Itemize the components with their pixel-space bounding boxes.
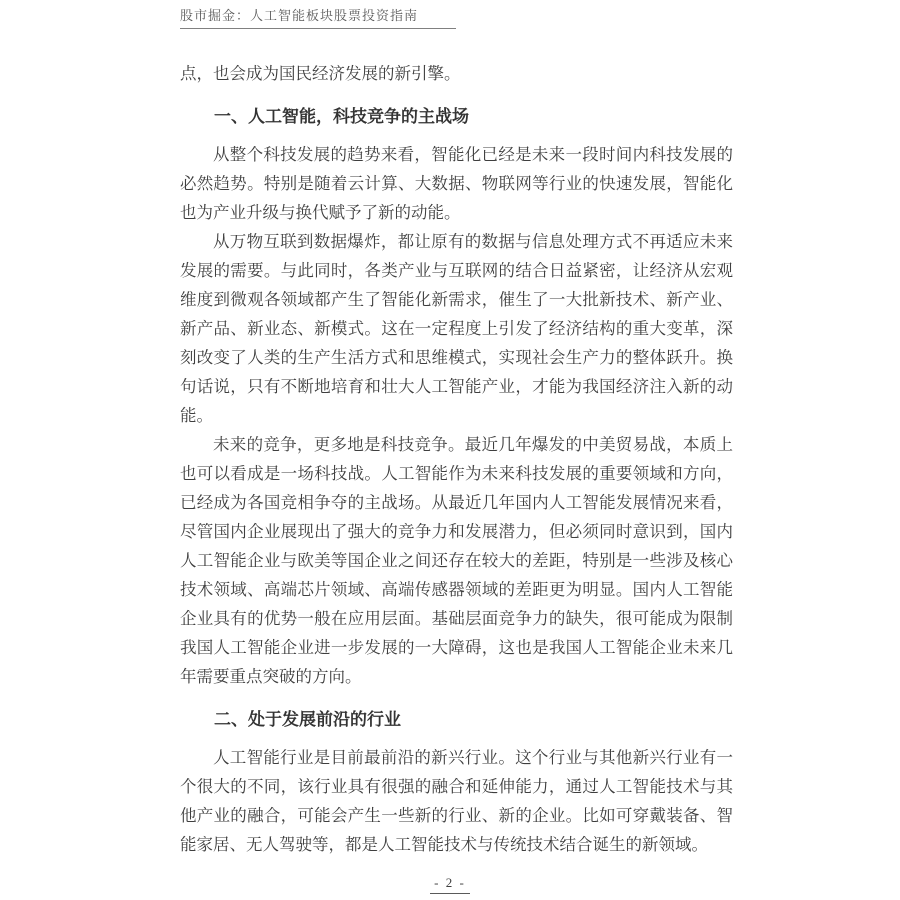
section-heading-1: 一、人工智能，科技竞争的主战场 — [214, 107, 469, 126]
section1-paragraph-2: 从万物互联到数据爆炸，都让原有的数据与信息处理方式不再适应未来发展的需要。与此同时，各类产业与互联网的结合日益紧密，让经济从宏观维度到微观各领域都产生了智能化新需求，催生了一大批新技术、新产业、新产品、新业态、新模式。这在一定程度上引发了经济结构的重大变革，深刻改变了人类的生产生活方式和思维模式，实现社会生产力的整体跃升。换句话说，只有不断地培育和壮大人工智能产业，才能为我国经济注入新的动能。 — [180, 232, 733, 425]
page-footer — [0, 874, 900, 894]
section2-paragraph-1: 人工智能行业是目前最前沿的新兴行业。这个行业与其他新兴行业有一个很大的不同，该行业具有很强的融合和延伸能力，通过人工智能技术与其他产业的融合，可能会产生一些新的行业、新的企业。比如可穿戴装备、智能家居、无人驾驶等，都是人工智能技术与传统技术结合诞生的新领域。 — [180, 748, 733, 854]
section-heading-2: 二、处于发展前沿的行业 — [214, 710, 401, 729]
section1-paragraph-3: 未来的竞争，更多地是科技竞争。最近几年爆发的中美贸易战，本质上也可以看成是一场科技战。人工智能作为未来科技发展的重要领域和方向，已经成为各国竞相争夺的主战场。从最近几年国内人工智能发展情况来看，尽管国内企业展现出了强大的竞争力和发展潜力，但必须同时意识到，国内人工智能企业与欧美等国企业之间还存在较大的差距，特别是一些涉及核心技术领域、高端芯片领域、高端传感器领域的差距更为明显。国内人工智能企业具有的优势一般在应用层面。基础层面竞争力的缺失，很可能成为限制我国人工智能企业进一步发展的一大障碍，这也是我国人工智能企业未来几年需要重点突破的方向。 — [180, 435, 733, 686]
intro-paragraph: 点，也会成为国民经济发展的新引擎。 — [180, 64, 461, 83]
header-title: 股市掘金：人工智能板块股票投资指南 — [180, 8, 419, 23]
section1-paragraph-1: 从整个科技发展的趋势来看，智能化已经是未来一段时间内科技发展的必然趋势。特别是随着云计算、大数据、物联网等行业的快速发展，智能化也为产业升级与换代赋予了新的动能。 — [180, 145, 733, 222]
page-header — [180, 7, 456, 29]
document-body — [180, 59, 733, 859]
page-number: - 2 - — [430, 875, 470, 894]
